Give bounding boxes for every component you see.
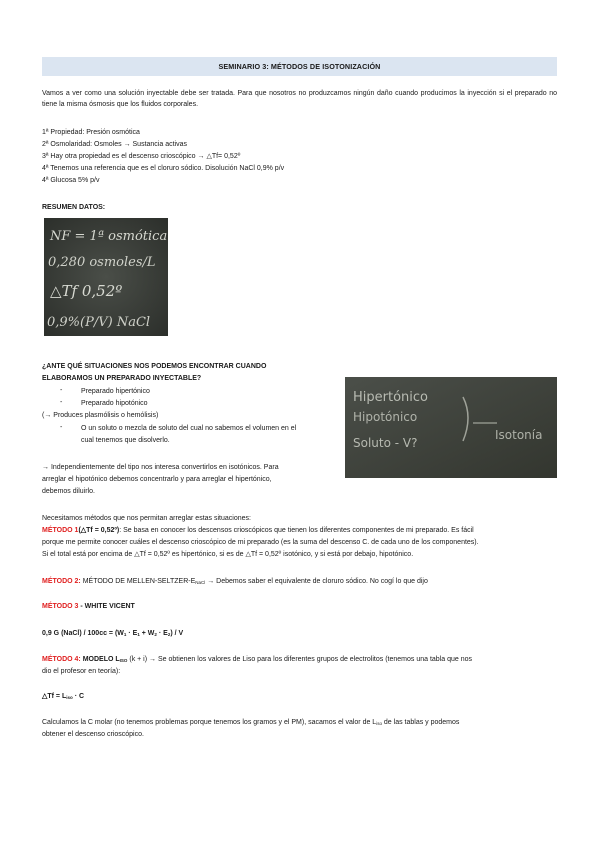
method-2-title: MÉTODO DE MELLEN-SELTZER-E — [80, 578, 196, 585]
independent-line-3: debemos diluirlo. — [42, 488, 95, 495]
method-4-line-2: dio el profesor en teoría): — [42, 668, 121, 675]
method-1-line-3: Si el total está por encima de △Tf = 0,52º es hipertónico, si es de △Tf = 0,52º isotónico, y si está por debajo, hipotónico. — [42, 551, 414, 558]
bullet-dash: - — [60, 387, 63, 394]
chalk-summary-line-2: 0,280 osmoles/L — [48, 255, 156, 270]
method-1-label: MÉTODO 1 — [42, 527, 79, 534]
method-1-line-1 — [42, 526, 474, 537]
chalk-situations-line-4: Isotonía — [495, 428, 543, 442]
method-4-line-1: MÉTODO 4: MODELO $L_{ISO}$ (k + i) → Se obtienen los valores de Liso para los diferentes grupos de electrolitos (tenemos una tabla que nos — [42, 656, 472, 663]
method-3-line — [42, 602, 135, 613]
method-2-sub: NaCl — [195, 580, 206, 585]
property-2: 2ª Osmolaridad: Osmoles → Sustancia activas — [42, 141, 187, 148]
method-2-line — [42, 577, 428, 589]
chalk-situations-line-3: Soluto - V? — [353, 436, 418, 450]
property-3: 3ª Hay otra propiedad es el descenso crioscópico → △Tf= 0,52º — [42, 153, 241, 160]
property-4: 4ª Tenemos una referencia que es el cloruro sódico. Disolución NaCl 0,9% p/v — [42, 165, 285, 172]
independent-line-1: → Independientemente del tipo nos interesa convertirlos en isotónicos. Para — [42, 464, 279, 471]
chalkboard-photo-situations — [345, 377, 557, 478]
method-1-line-2: porque me permite conocer cuáles el descenso crioscópico de mi preparado (es la suma del descenso C. de cada uno de los componentes). — [42, 539, 479, 546]
method-4-formula: △Tf = $L_{iso} \cdot C$ — [42, 693, 85, 700]
method-2-text: → Debemos saber el equivalente de cloruro sódico. No cogí lo que dijo — [205, 578, 428, 585]
property-1: 1ª Propiedad: Presión osmótica — [42, 129, 140, 136]
calc-line-1: Calculamos la C molar (no tenemos problemas porque tenemos los gramos y el PM), sacamos el valor de $L_{iso}$ de las tablas y podemos — [42, 719, 460, 726]
chalk-summary-line-4: 0,9%(P/V) NaCl — [47, 315, 151, 330]
bullet-solute-line-2: cual tenemos que disolverlo. — [81, 437, 170, 444]
calc-line-2: obtener el descenso crioscópico. — [42, 731, 144, 738]
chalk-situations-line-2: Hipotónico — [353, 410, 418, 424]
method-2-label: MÉTODO 2: — [42, 578, 81, 585]
chalkboard-situations-drawing — [345, 377, 557, 478]
chalkboard-summary-drawing — [44, 218, 168, 336]
bullet-dash: - — [60, 424, 63, 431]
method-1-text: : Se basa en conocer los descensos crioscópicos que tienen los diferentes componentes de mi preparado. Es fácil — [119, 527, 474, 534]
page-title: SEMINARIO 3: MÉTODOS DE ISOTONIZACIÓN — [42, 57, 557, 76]
bullet-dash: - — [60, 399, 63, 406]
question-line-2: ELABORAMOS UN PREPARADO INYECTABLE? — [42, 375, 202, 382]
bullet-hypotonic: Preparado hipotónico — [81, 400, 148, 407]
chalk-summary-line-1: NF = 1ª osmótica — [50, 229, 168, 244]
summary-heading: RESUMEN DATOS: — [42, 204, 106, 211]
bullet-hypertonic: Preparado hipertónico — [81, 388, 150, 395]
chalk-situations-line-1: Hipertónico — [353, 390, 428, 405]
method-4-label: MÉTODO 4: — [42, 656, 81, 663]
intro-paragraph: Vamos a ver como una solución inyectable debe ser tratada. Para que nosotros no produzcamos ningún daño cuando producimos la inyección si el preparado no tiene la misma ósmosis que los fluidos corporales. — [42, 90, 557, 108]
question-line-1: ¿ANTE QUÉ SITUACIONES NOS PODEMOS ENCONTRAR CUANDO — [42, 363, 267, 370]
chalkboard-photo-summary — [44, 218, 168, 336]
chalk-summary-line-3: △Tf 0,52º — [50, 282, 123, 300]
method-3-label: MÉTODO 3 — [42, 603, 79, 610]
method-1-formula: (△Tf = 0,52º) — [78, 527, 120, 534]
need-methods: Necesitamos métodos que nos permitan arreglar estas situaciones: — [42, 515, 251, 522]
bullet-solute-line-1: O un soluto o mezcla de soluto del cual no sabemos el volumen en el — [81, 425, 297, 432]
plasmolysis-note: (→ Produces plasmólisis o hemólisis) — [42, 412, 159, 419]
property-5: 4ª Glucosa 5% p/v — [42, 177, 100, 184]
independent-line-2: arreglar el hipotónico debemos concentrarlo y para arreglar el hipertónico, — [42, 476, 272, 483]
method-3-formula: 0,9 G (NaCl) / $100cc = (W_1 \cdot E_1 + W_2 \cdot E_2) / V$ — [42, 630, 184, 637]
method-3-title: - WHITE VICENT — [78, 603, 135, 610]
